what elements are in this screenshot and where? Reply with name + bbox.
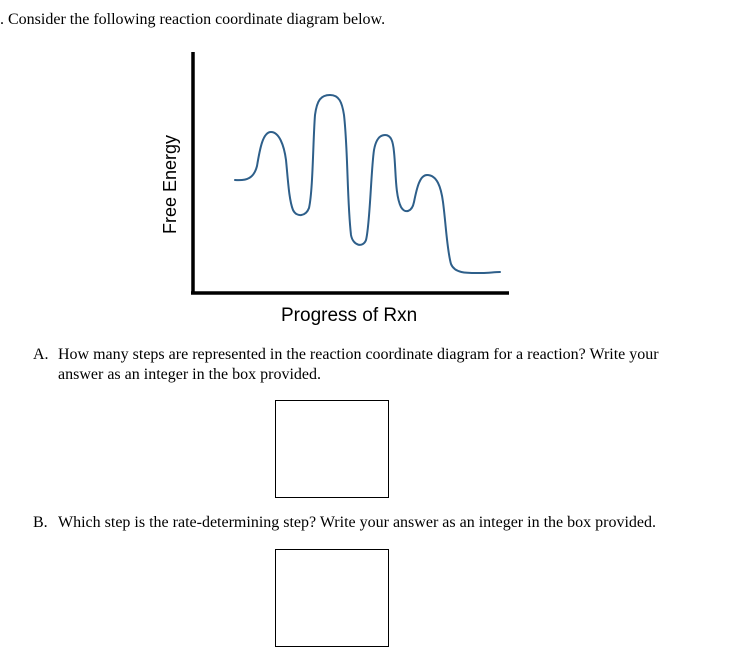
question-b — [33, 513, 723, 533]
question-a — [33, 345, 713, 385]
question-b-text: Which step is the rate-determining step? Write your answer as an integer in the box provided. — [58, 514, 656, 531]
answer-box-a[interactable] — [275, 400, 389, 498]
energy-curve — [235, 95, 500, 273]
reaction-coordinate-diagram — [150, 40, 530, 340]
question-a-line1: How many steps are represented in the reaction coordinate diagram for a reaction? Write your — [58, 346, 659, 363]
answer-box-b[interactable] — [275, 549, 389, 647]
question-a-line2: answer as an integer in the box provided. — [58, 366, 322, 383]
intro-text: . Consider the following reaction coordinate diagram below. — [0, 11, 386, 28]
x-axis-label: Progress of Rxn — [281, 305, 418, 326]
question-a-label: A. — [33, 346, 49, 363]
question-b-label: B. — [33, 514, 48, 531]
y-axis-label: Free Energy — [160, 134, 180, 234]
